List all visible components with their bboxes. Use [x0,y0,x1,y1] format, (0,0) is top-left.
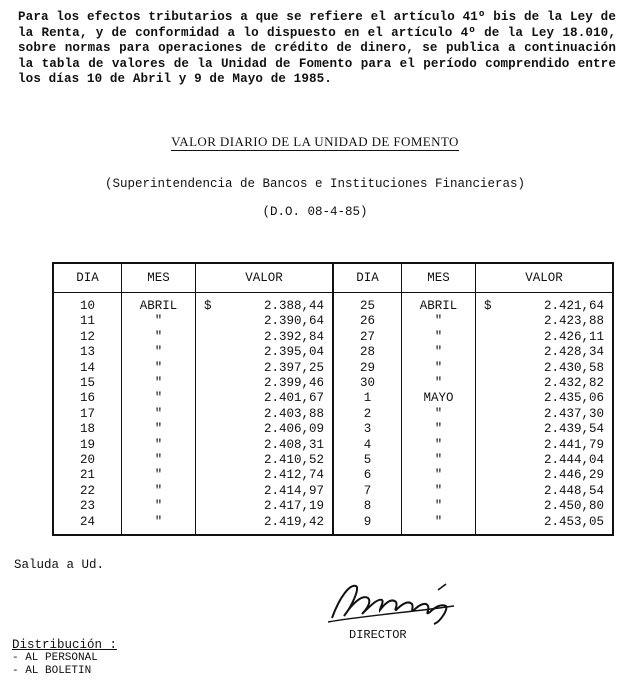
valor-amount: 2.414,97 [263,483,324,498]
cell-mes: " [121,453,195,468]
cell-dia: 20 [53,453,121,468]
signature-icon [322,576,462,626]
valor-amount: 2.410,52 [263,453,324,468]
cell-valor [196,293,333,315]
table-row [53,361,613,376]
cell-mes: " [401,376,475,391]
cell-mes: " [121,361,195,376]
cell-valor [475,422,613,437]
cell-dia: 18 [53,422,121,437]
currency-symbol: $ [483,299,492,313]
valor-amount: 2.435,06 [543,391,604,406]
cell-mes: ABRIL [401,293,475,315]
currency-symbol [484,515,496,530]
cell-valor [475,407,613,422]
table-row [53,293,613,315]
cell-dia: 11 [53,314,121,329]
currency-symbol [204,314,216,329]
header-dia-left: DIA [53,263,121,293]
header-valor-left: VALOR [196,263,333,293]
valor-amount: 2.395,04 [263,345,324,360]
cell-dia: 22 [53,484,121,499]
cell-valor [196,330,333,345]
currency-symbol [204,407,216,422]
cell-dia: 3 [333,422,401,437]
cell-mes: " [401,438,475,453]
cell-dia: 8 [333,499,401,514]
cell-mes: " [401,361,475,376]
cell-valor [475,453,613,468]
table-row [53,391,613,406]
table-row [53,376,613,391]
cell-mes: " [401,484,475,499]
cell-mes: " [121,345,195,360]
cell-valor [475,376,613,391]
cell-valor [196,422,333,437]
valor-amount: 2.428,34 [543,345,604,360]
uf-values-table [52,262,614,536]
cell-mes: " [121,330,195,345]
cell-mes: " [401,407,475,422]
cell-mes: " [121,391,195,406]
table-row [53,314,613,329]
cell-mes: " [401,499,475,514]
cell-dia: 7 [333,484,401,499]
currency-symbol [204,345,216,360]
currency-symbol [484,376,496,391]
distribution-heading: Distribución : [12,638,118,652]
valor-amount: 2.426,11 [543,329,604,344]
cell-valor [196,499,333,514]
cell-mes: " [121,376,195,391]
cell-dia: 28 [333,345,401,360]
cell-dia: 14 [53,361,121,376]
valor-amount: 2.397,25 [263,360,324,375]
official-gazette-reference: (D.O. 08-4-85) [262,205,368,219]
currency-symbol [204,499,216,514]
valor-amount: 2.419,42 [263,514,324,529]
valor-amount: 2.430,58 [543,360,604,375]
valor-amount: 2.437,30 [543,406,604,421]
valor-amount: 2.441,79 [543,437,604,452]
valor-amount: 2.412,74 [263,468,324,483]
table-row [53,438,613,453]
intro-paragraph: Para los efectos tributarios a que se refiere el artículo 41º bis de la Ley de la Renta, y de conformidad a lo dispuesto en el artículo 4º de la Ley 18.010, sobre normas para operaciones de crédito de dinero, se publica a continuación la tabla de valores de la Unidad de Fomento para el período comprendido entre los días 10 de Abril y 9 de Mayo de 1985. [18,10,624,86]
cell-valor [475,293,613,315]
cell-mes: " [401,422,475,437]
header-mes-left: MES [121,263,195,293]
table-row [53,499,613,514]
cell-valor [196,484,333,499]
currency-symbol [204,438,216,453]
table-row [53,453,613,468]
valor-amount: 2.444,04 [543,453,604,468]
cell-mes: " [401,314,475,329]
cell-mes: " [121,314,195,329]
distribution-item: - AL PERSONAL [12,652,98,664]
currency-symbol [204,468,216,483]
valor-amount: 2.403,88 [263,406,324,421]
cell-dia: 17 [53,407,121,422]
cell-valor [196,468,333,483]
currency-symbol [484,314,496,329]
currency-symbol [484,361,496,376]
signatory-title: DIRECTOR [349,628,407,642]
cell-mes: " [121,515,195,535]
valor-amount: 2.423,88 [543,314,604,329]
currency-symbol [484,438,496,453]
cell-valor [196,515,333,535]
valor-amount: 2.450,80 [543,499,604,514]
cell-mes: " [121,407,195,422]
valor-amount: 2.448,54 [543,483,604,498]
cell-mes: " [121,422,195,437]
cell-dia: 6 [333,468,401,483]
cell-dia: 10 [53,293,121,315]
cell-valor [475,468,613,483]
table-row [53,468,613,483]
cell-dia: 4 [333,438,401,453]
valor-amount: 2.399,46 [263,376,324,391]
cell-dia: 1 [333,391,401,406]
cell-mes: " [401,453,475,468]
cell-dia: 25 [333,293,401,315]
currency-symbol [484,330,496,345]
cell-valor [475,361,613,376]
cell-dia: 12 [53,330,121,345]
valor-amount: 2.432,82 [543,376,604,391]
cell-dia: 15 [53,376,121,391]
valor-amount: 2.453,05 [543,514,604,529]
cell-dia: 9 [333,515,401,535]
currency-symbol [484,422,496,437]
closing-salutation: Saluda a Ud. [14,558,105,572]
currency-symbol [204,391,216,406]
table-row [53,330,613,345]
valor-amount: 2.388,44 [263,299,324,313]
table-row [53,515,613,535]
currency-symbol [484,499,496,514]
currency-symbol [204,376,216,391]
currency-symbol [484,484,496,499]
valor-amount: 2.390,64 [263,314,324,329]
cell-mes: " [401,468,475,483]
cell-valor [196,453,333,468]
cell-dia: 21 [53,468,121,483]
table-header-row [53,263,613,293]
currency-symbol [204,422,216,437]
table-title [0,134,630,150]
cell-valor [475,391,613,406]
table-row [53,422,613,437]
table-row [53,484,613,499]
cell-valor [475,330,613,345]
cell-valor [196,407,333,422]
table-subtitle: (Superintendencia de Bancos e Instituciones Financieras) [104,177,526,191]
currency-symbol [204,330,216,345]
header-dia-right: DIA [333,263,401,293]
valor-amount: 2.408,31 [263,437,324,452]
cell-dia: 23 [53,499,121,514]
cell-dia: 30 [333,376,401,391]
cell-valor [196,345,333,360]
cell-mes: ABRIL [121,293,195,315]
currency-symbol: $ [204,299,212,313]
cell-dia: 27 [333,330,401,345]
cell-valor [196,376,333,391]
currency-symbol [204,453,216,468]
cell-valor [475,484,613,499]
cell-dia: 5 [333,453,401,468]
cell-valor [475,314,613,329]
currency-symbol [484,345,496,360]
cell-dia: 26 [333,314,401,329]
cell-dia: 13 [53,345,121,360]
cell-valor [475,345,613,360]
cell-mes: " [121,438,195,453]
cell-dia: 2 [333,407,401,422]
cell-valor [475,499,613,514]
cell-mes: " [121,499,195,514]
cell-dia: 24 [53,515,121,535]
cell-valor [196,314,333,329]
table-row [53,345,613,360]
distribution-item: - AL BOLETIN [12,665,92,677]
currency-symbol [484,468,496,483]
currency-symbol [484,407,496,422]
valor-amount: 2.446,29 [543,468,604,483]
currency-symbol [484,391,496,406]
table-title-text: VALOR DIARIO DE LA UNIDAD DE FOMENTO [171,134,459,149]
table-row [53,407,613,422]
cell-dia: 29 [333,361,401,376]
currency-symbol [204,484,216,499]
currency-symbol [204,361,216,376]
currency-symbol [484,453,496,468]
cell-valor [196,438,333,453]
cell-valor [475,515,613,535]
valor-amount: 2.401,67 [263,391,324,406]
cell-mes: " [121,484,195,499]
valor-amount: 2.406,09 [263,422,324,437]
valor-amount: 2.392,84 [263,329,324,344]
cell-valor [196,391,333,406]
header-mes-right: MES [401,263,475,293]
cell-mes: " [401,515,475,535]
header-valor-right: VALOR [475,263,613,293]
cell-dia: 16 [53,391,121,406]
cell-mes: " [121,468,195,483]
cell-mes: MAYO [401,391,475,406]
cell-valor [475,438,613,453]
cell-dia: 19 [53,438,121,453]
cell-mes: " [401,330,475,345]
valor-amount: 2.417,19 [263,499,324,514]
valor-amount: 2.439,54 [543,422,604,437]
cell-valor [196,361,333,376]
valor-amount: 2.421,64 [543,299,604,313]
currency-symbol [204,515,216,530]
cell-mes: " [401,345,475,360]
distribution-block [12,638,117,678]
